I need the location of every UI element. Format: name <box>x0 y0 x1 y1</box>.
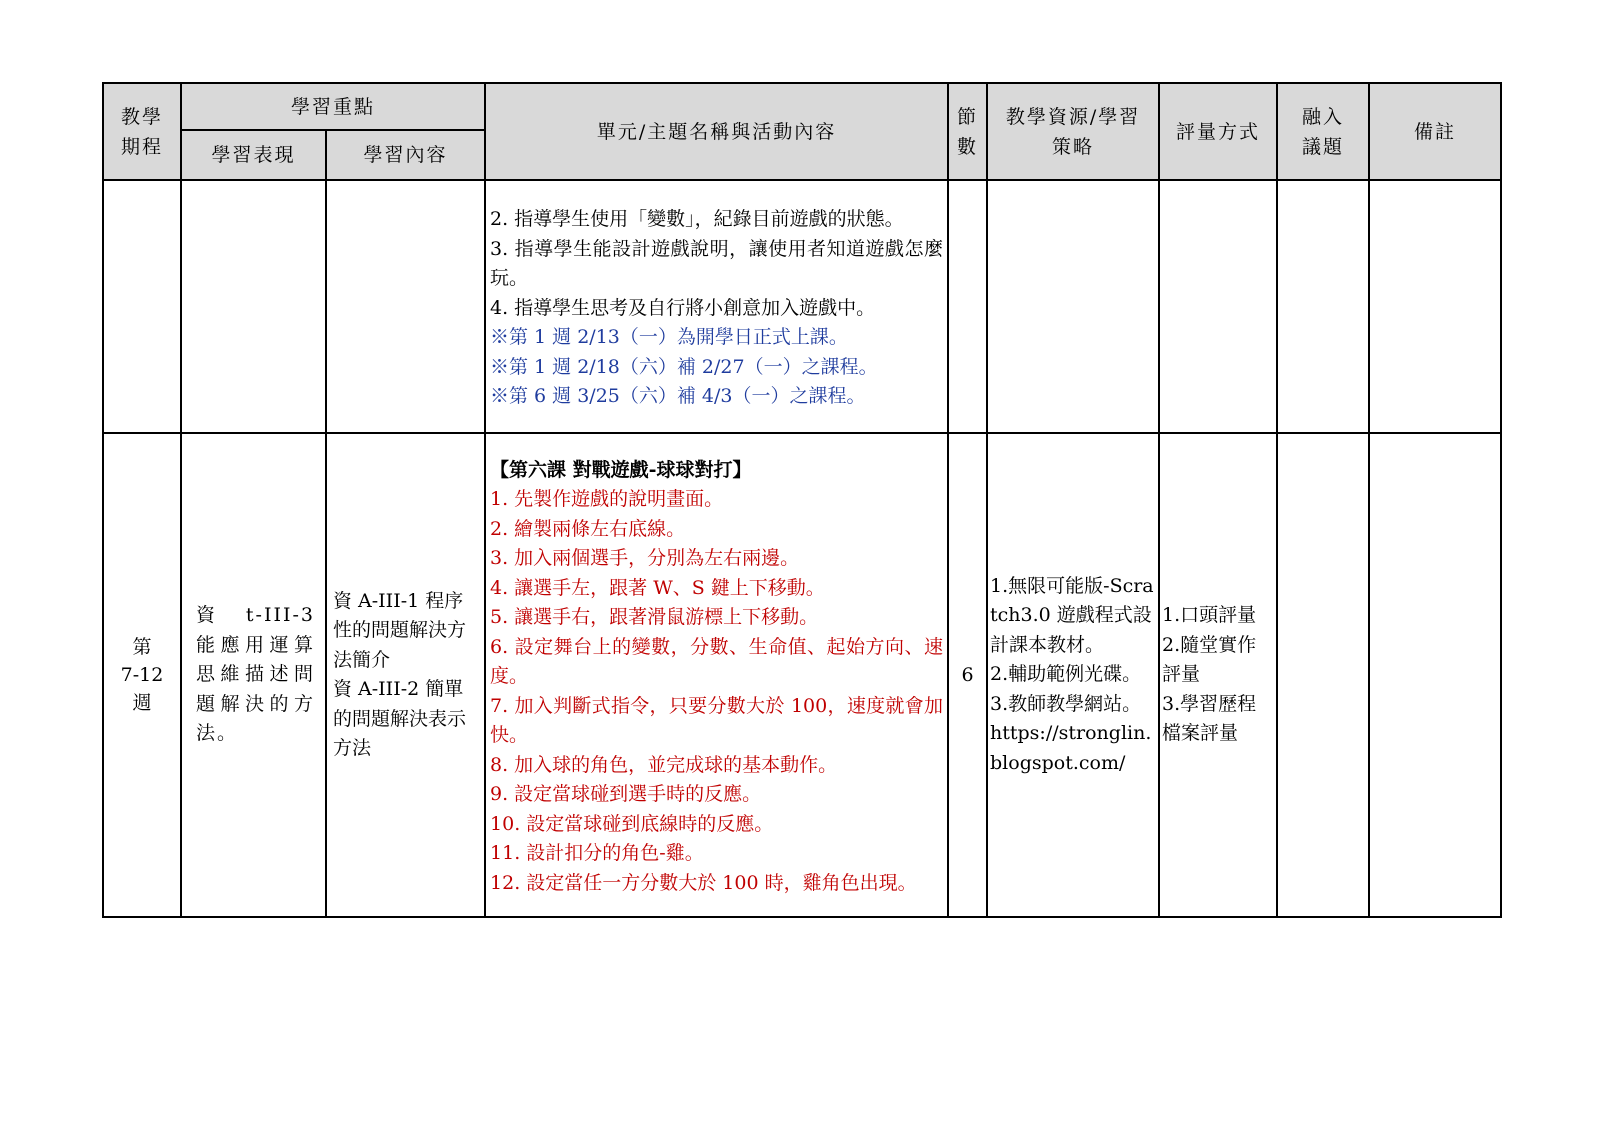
activity-line: 11. 設計扣分的角色-雞。 <box>490 842 704 865</box>
activity-line: 2. 指導學生使用「變數」，紀錄目前遊戲的狀態。 <box>490 208 904 231</box>
row2-performance <box>181 433 326 917</box>
activity-line: 3. 指導學生能設計遊戲說明，讓使用者知道遊戲怎麼玩。 <box>490 237 944 290</box>
row1-notes <box>1369 180 1501 433</box>
activity-line: 10. 設定當球碰到底線時的反應。 <box>490 812 774 835</box>
row1-content <box>326 180 485 433</box>
activity-line: 6. 設定舞台上的變數，分數、生命值、起始方向、速度。 <box>490 635 944 688</box>
row1-issues <box>1277 180 1369 433</box>
resources-text: 1.無限可能版-Scratch3.0 遊戲程式設計課本教材。 2.輔助範例光碟。 3.教師教學網站。 https://stronglin.blogspot.com/ <box>990 574 1154 774</box>
header-issues: 融入 議題 <box>1277 83 1369 180</box>
performance-text: 資 t-III-3 能應用運算思維描述問題解決的方法。 <box>196 604 315 745</box>
activity-line: 2. 繪製兩條左右底線。 <box>490 517 686 540</box>
activity-line: 1. 先製作遊戲的說明畫面。 <box>490 488 724 511</box>
assessment-text: 1.口頭評量 2.隨堂實作評量 3.學習歷程檔案評量 <box>1162 604 1257 745</box>
header-resources: 教學資源/學習 策略 <box>987 83 1159 180</box>
activity-line: 3. 加入兩個選手，分別為左右兩邊。 <box>490 547 800 570</box>
row2-sessions: 6 <box>948 433 987 917</box>
row1-activity <box>485 180 948 433</box>
content-text: 資 A-III-1 程序性的問題解決方法簡介 資 A-III-2 簡單的問題解決表示方法 <box>333 589 467 759</box>
table-row <box>103 180 1501 433</box>
lesson-title: 【第六課 對戰遊戲-球球對打】 <box>490 458 752 481</box>
schedule-note: ※第 1 週 2/13（一）為開學日正式上課。 <box>490 326 848 349</box>
header-learning-focus: 學習重點 <box>181 83 485 130</box>
row2-content <box>326 433 485 917</box>
header-assessment: 評量方式 <box>1159 83 1277 180</box>
header-sessions: 節 數 <box>948 83 987 180</box>
row2-assessment <box>1159 433 1277 917</box>
activity-line: 9. 設定當球碰到選手時的反應。 <box>490 783 762 806</box>
row2-resources <box>987 433 1159 917</box>
row2-period: 第 7-12 週 <box>103 433 181 917</box>
row1-period <box>103 180 181 433</box>
row2-notes <box>1369 433 1501 917</box>
row1-performance <box>181 180 326 433</box>
header-notes: 備註 <box>1369 83 1501 180</box>
header-unit-activity: 單元/主題名稱與活動內容 <box>485 83 948 180</box>
activity-line: 4. 指導學生思考及自行將小創意加入遊戲中。 <box>490 296 876 319</box>
activity-line: 4. 讓選手左，跟著 W、S 鍵上下移動。 <box>490 576 825 599</box>
course-plan-table <box>102 82 1502 918</box>
row1-sessions <box>948 180 987 433</box>
row1-assessment <box>1159 180 1277 433</box>
activity-line: 7. 加入判斷式指令，只要分數大於 100，速度就會加快。 <box>490 694 944 747</box>
schedule-note: ※第 6 週 3/25（六）補 4/3（一）之課程。 <box>490 385 866 408</box>
row2-activity <box>485 433 948 917</box>
row2-issues <box>1277 433 1369 917</box>
activity-line: 5. 讓選手右，跟著滑鼠游標上下移動。 <box>490 606 819 629</box>
activity-line: 12. 設定當任一方分數大於 100 時，雞角色出現。 <box>490 871 917 894</box>
activity-line: 8. 加入球的角色，並完成球的基本動作。 <box>490 753 838 776</box>
schedule-note: ※第 1 週 2/18（六）補 2/27（一）之課程。 <box>490 355 878 378</box>
header-period: 教學 期程 <box>103 83 181 180</box>
header-content: 學習內容 <box>326 130 485 180</box>
header-performance: 學習表現 <box>181 130 326 180</box>
row1-resources <box>987 180 1159 433</box>
table-row <box>103 433 1501 917</box>
